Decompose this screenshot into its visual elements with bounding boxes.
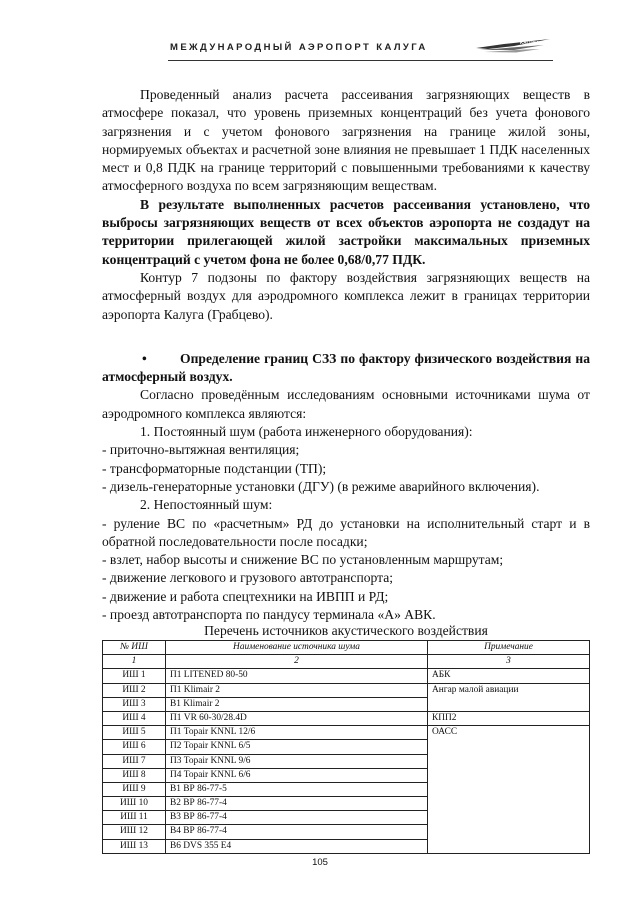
header-divider	[168, 60, 553, 61]
paragraph-contour: Контур 7 подзоны по фактору воздействия загрязняющих веществ на атмосферный воздух для аэродромного комплекса лежит в границах территории аэропорта Калуга (Грабцево).	[102, 269, 590, 322]
page-header	[168, 36, 568, 60]
source-name-cell: П3 Topair KNNL 9/6	[166, 754, 428, 768]
table-row	[103, 726, 590, 740]
source-name-cell: П1 Topair KNNL 12/6	[166, 726, 428, 740]
source-name-cell: В4 ВР 86-77-4	[166, 825, 428, 839]
table-column-numbers	[103, 655, 590, 669]
column-header: Наименование источника шума	[166, 641, 428, 655]
source-name-cell: П4 Topair KNNL 6/6	[166, 768, 428, 782]
source-id-cell: ИШ 12	[103, 825, 166, 839]
source-id-cell: ИШ 9	[103, 782, 166, 796]
source-id-cell: ИШ 3	[103, 697, 166, 711]
source-id-cell: ИШ 1	[103, 669, 166, 683]
note-cell: КПП2	[428, 711, 590, 725]
section-heading	[102, 350, 590, 387]
column-header: № ИШ	[103, 641, 166, 655]
source-id-cell: ИШ 13	[103, 839, 166, 853]
logo-lettering: KALUGA	[520, 40, 540, 45]
list-item: - дизель-генераторные установки (ДГУ) (в режиме аварийного включения).	[102, 478, 540, 494]
list-item: - руление ВС по «расчетным» РД до установки на исполнительный старт и в обратной последовательности после посадки;	[102, 515, 590, 549]
source-id-cell: ИШ 2	[103, 683, 166, 697]
noise-sources-table	[102, 640, 590, 854]
document-body	[102, 86, 590, 624]
table-header-row	[103, 641, 590, 655]
note-cell: Ангар малой авиации	[428, 683, 590, 711]
source-name-cell: П2 Topair KNNL 6/5	[166, 740, 428, 754]
list-item: - проезд автотранспорта по пандусу терминала «А» АВК.	[102, 607, 436, 623]
table-title: Перечень источников акустического воздействия	[204, 623, 488, 638]
source-name-cell: В1 Klimair 2	[166, 697, 428, 711]
source-id-cell: ИШ 5	[103, 726, 166, 740]
list-item: - движение легкового и грузового автотранспорта;	[102, 570, 394, 586]
variable-noise-heading: 2. Непостоянный шум:	[140, 497, 273, 513]
paragraph-noise-sources: Согласно проведённым исследованиям основными источниками шума от аэродромного комплекса являются:	[102, 387, 590, 421]
table-row	[103, 711, 590, 725]
section-heading-text: Определение границ СЗЗ по фактору физического воздействия на атмосферный воздух.	[102, 350, 590, 385]
list-item: - приточно-вытяжная вентиляция;	[102, 442, 300, 458]
note-cell: АБК	[428, 669, 590, 683]
constant-noise-heading: 1. Постоянный шум (работа инженерного оборудования):	[140, 424, 473, 440]
note-cell: ОАСС	[428, 726, 590, 854]
source-id-cell: ИШ 6	[103, 740, 166, 754]
list-item: - движение и работа спецтехники на ИВПП и РД;	[102, 588, 389, 604]
source-id-cell: ИШ 10	[103, 797, 166, 811]
source-id-cell: ИШ 7	[103, 754, 166, 768]
source-name-cell: П1 LITENED 80-50	[166, 669, 428, 683]
source-name-cell: В3 ВР 86-77-4	[166, 811, 428, 825]
table-row	[103, 683, 590, 697]
source-name-cell: В6 DVS 355 E4	[166, 839, 428, 853]
list-item: - взлет, набор высоты и снижение ВС по установленным маршрутам;	[102, 552, 504, 568]
source-name-cell: П1 VR 60-30/28.4D	[166, 711, 428, 725]
column-number: 1	[103, 655, 166, 669]
page-number: 105	[312, 857, 328, 868]
list-item: - трансформаторные подстанции (ТП);	[102, 460, 327, 476]
source-id-cell: ИШ 4	[103, 711, 166, 725]
source-id-cell: ИШ 8	[103, 768, 166, 782]
source-name-cell: П1 Klimair 2	[166, 683, 428, 697]
header-title: МЕЖДУНАРОДНЫЙ АЭРОПОРТ КАЛУГА	[170, 42, 428, 53]
table-row	[103, 669, 590, 683]
column-number: 2	[166, 655, 428, 669]
source-name-cell: В1 ВР 86-77-5	[166, 782, 428, 796]
airport-logo-icon	[474, 36, 552, 56]
paragraph-analysis: Проведенный анализ расчета рассеивания загрязняющих веществ в атмосфере показал, что уровень приземных концентраций без учета фонового загрязнения и с учетом фонового загрязнения на границе жилой зоны, нормируемых объектах и расчетной зоне влияния не превышает 1 ПДК населенных мест и 0,8 ПДК на границе территорий с повышенными требованиями к качеству атмосферного воздуха по всем загрязняющим веществам.	[102, 87, 590, 194]
bullet-icon: •	[142, 350, 147, 366]
source-id-cell: ИШ 11	[103, 811, 166, 825]
paragraph-conclusion: В результате выполненных расчетов рассеивания установлено, что выбросы загрязняющих веществ от всех объектов аэропорта не создадут на территории прилегающей жилой застройки максимальных приземных концентраций с учетом фона не более 0,68/0,77 ПДК.	[102, 196, 590, 267]
source-name-cell: В2 ВР 86-77-4	[166, 797, 428, 811]
column-number: 3	[428, 655, 590, 669]
column-header: Примечание	[428, 641, 590, 655]
